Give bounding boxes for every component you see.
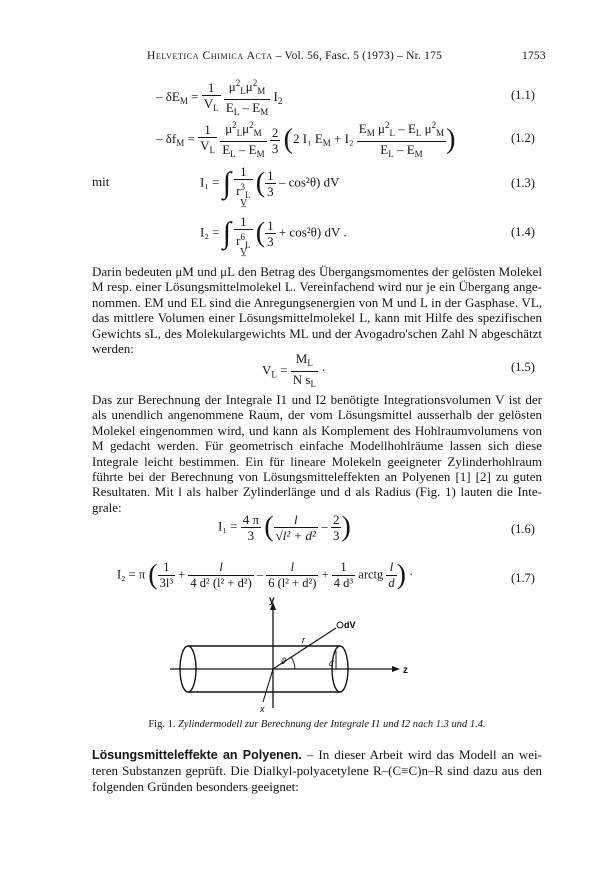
- volume-subscript: V̲: [240, 198, 248, 209]
- d-label: d: [329, 659, 334, 668]
- equation-1-4: I₂ = ∫ $\frac{1}{r^6_L}$ ( $\frac{1}{3}$ + cos²θ) dV .: [200, 214, 347, 253]
- dv-label: dV: [344, 620, 356, 630]
- figure-caption: Fig. 1. Zylindermodell zur Berechnung der Integrale I1 und I2 nach 1.3 und 1.4.: [148, 719, 486, 730]
- z-axis-label: z: [403, 665, 408, 676]
- x-axis-label: x: [260, 704, 265, 714]
- equation-number: (1.2): [511, 131, 535, 145]
- theta-label: ϑ: [281, 656, 286, 666]
- paragraph-definitions: Darin bedeuten μM und μL den Betrag des Übergangsmomentes der gelösten Molekel M resp. einer Lösungsmittelmolekel L. Vereinfachend wird nur je ein Übergang ange- nommen. EM und EL sind die Anregungsenergien von M und L in der Gasphase. VL, das mittlere Volumen einer Lösungsmittelmolekel L, kann mit Hilfe des spezifischen Gewichts sL, des Molekulargewichts ML und der Avogadro'schen Zahl N abgeschätzt werden:: [92, 264, 542, 357]
- x-axis: [263, 669, 273, 702]
- equation-number: (1.1): [511, 88, 535, 102]
- equation-1-1: – $\delta E_M$ = $\frac{1}{V_L}$ $\frac{\mu^2_L\mu^2_M}{E_L - E_M}$ $I_2$: [156, 76, 282, 120]
- equation-1-3: I₁ = ∫ $\frac{1}{r^3_L}$ ( $\frac{1}{3}$ – cos²θ) dV: [200, 164, 340, 203]
- dv-circle: [337, 622, 343, 628]
- equation-1-6: I₁ = $\frac{4 \pi}{3}$ ( $\frac{l}{\text{√l² + d²}}$ – $\frac{2}{3}$ ): [218, 511, 351, 543]
- z-axis-arrow: [392, 666, 400, 672]
- page-number: 1753: [522, 50, 546, 62]
- equation-number: (1.5): [511, 360, 535, 374]
- paragraph-integration-volume: Das zur Berechnung der Integrale I1 und I2 benötigte Integrationsvolumen V ist der als unendlich angenommene Raum, der vom Lösungsmittel ausserhalb der gelösten Molekel eingenommen wird, und kann als Komplement des Hohlraumvolumens von M gedacht werden. Für geometrisch einfache Modellhohlräume lassen sich diese Integrale leicht bestimmen. Ein für lineare Molekeln geeigneter Zylinderhohlraum führte bei der Berechnung von Lösungsmitteleffekten an Polyenen [1] [2] zu guten Resultaten. Mit l als halber Zylinderlänge und d als Radius (Fig. 1) lauten die Inte- grale:: [92, 392, 542, 515]
- theta-arc: [291, 657, 295, 669]
- y-axis-label: y: [269, 596, 275, 606]
- equation-number: (1.6): [511, 522, 535, 536]
- section-heading: Lösungsmitteleffekte an Polyenen.: [92, 748, 302, 762]
- equation-1-7: I₂ = π ( $\frac{1}{\text{3l³}}$ + $\frac{l}{\text{4 d² (l² + d²)}}$ – $\frac{l}{\text{6 (l² + d²)}}$ + $\frac{1}{\text{4 d³}}$ arctg $\frac{l}{d}$ ) ·: [117, 559, 414, 591]
- mit-label: mit: [92, 174, 110, 189]
- journal-citation: Helvetica Chimica Acta – Vol. 56, Fasc. 5 (1973) – Nr. 175: [147, 50, 443, 62]
- equation-number: (1.3): [511, 176, 535, 190]
- equation-number: (1.4): [511, 225, 535, 239]
- equation-1-2: – $\delta f_M$ = $\frac{1}{V_L}$ $\frac{\mu^2_L\mu^2_M}{E_L - E_M}$ $\frac{2}{3}$ (2 I₁ $E_M + I_2$ $\frac{E_M \mu^2_L - E_L \mu^2_M}{E_L - E_M}$ ): [156, 118, 455, 162]
- equation-1-5: $V_L$ = $\frac{M_L}{N s_L}$ ·: [262, 351, 326, 392]
- volume-subscript: V̲: [240, 247, 248, 258]
- equation-number: (1.7): [511, 571, 535, 585]
- section-polyene: Lösungsmitteleffekte an Polyenen. – In dieser Arbeit wird das Modell an wei- teren Substanzen geprüft. Die Dialkyl-polyacetylene R–(C≡C)n–R sind dazu aus den folgenden Gründen besonders geeignet:: [92, 747, 542, 794]
- cylinder-figure: [160, 596, 450, 714]
- r-label: r: [302, 635, 305, 645]
